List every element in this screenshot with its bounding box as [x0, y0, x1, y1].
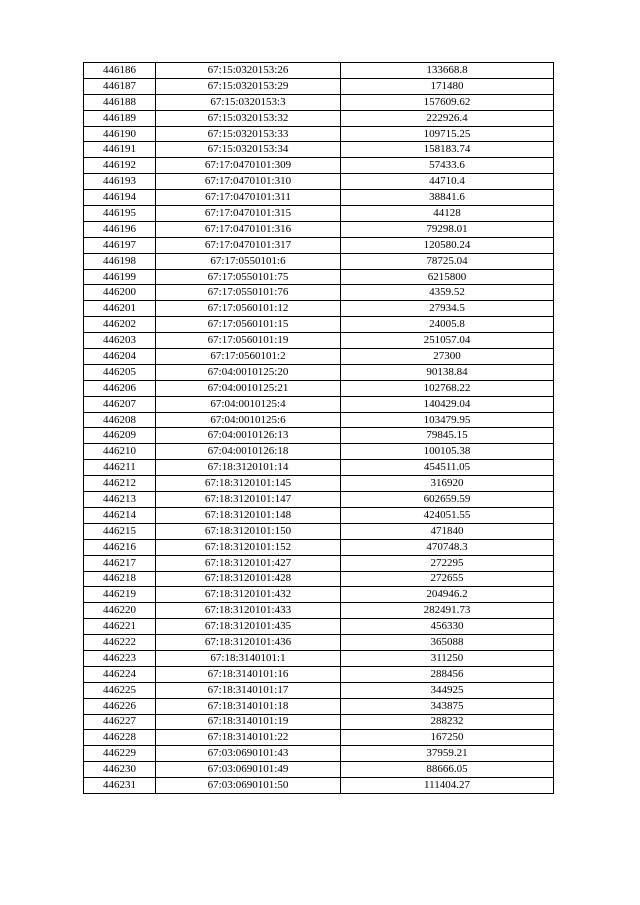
- row-number-cell: 446231: [84, 778, 156, 794]
- value-cell: 311250: [341, 650, 554, 666]
- table-row: [84, 63, 554, 79]
- table-row: [84, 142, 554, 158]
- table-row: [84, 78, 554, 94]
- value-cell: 78725.04: [341, 253, 554, 269]
- cadastral-number-cell: 67:04:0010125:4: [156, 396, 341, 412]
- cadastral-number-cell: 67:18:3120101:150: [156, 523, 341, 539]
- table-row: [84, 206, 554, 222]
- cadastral-number-cell: 67:18:3120101:14: [156, 460, 341, 476]
- row-number-cell: 446218: [84, 571, 156, 587]
- row-number-cell: 446216: [84, 539, 156, 555]
- table-row: [84, 778, 554, 794]
- row-number-cell: 446215: [84, 523, 156, 539]
- value-cell: 37959.21: [341, 746, 554, 762]
- table-row: [84, 492, 554, 508]
- value-cell: 24005.8: [341, 317, 554, 333]
- row-number-cell: 446213: [84, 492, 156, 508]
- cadastral-number-cell: 67:15:0320153:33: [156, 126, 341, 142]
- table-row: [84, 523, 554, 539]
- cadastral-number-cell: 67:04:0010125:6: [156, 412, 341, 428]
- row-number-cell: 446219: [84, 587, 156, 603]
- table-row: [84, 317, 554, 333]
- value-cell: 343875: [341, 698, 554, 714]
- row-number-cell: 446217: [84, 555, 156, 571]
- value-cell: 57433.6: [341, 158, 554, 174]
- table-row: [84, 364, 554, 380]
- row-number-cell: 446195: [84, 206, 156, 222]
- row-number-cell: 446210: [84, 444, 156, 460]
- row-number-cell: 446196: [84, 221, 156, 237]
- row-number-cell: 446200: [84, 285, 156, 301]
- table-row: [84, 619, 554, 635]
- row-number-cell: 446224: [84, 666, 156, 682]
- table-row: [84, 285, 554, 301]
- cadastral-number-cell: 67:17:0560101:15: [156, 317, 341, 333]
- table-row: [84, 174, 554, 190]
- cadastral-number-cell: 67:17:0470101:317: [156, 237, 341, 253]
- cadastral-number-cell: 67:15:0320153:29: [156, 78, 341, 94]
- value-cell: 103479.95: [341, 412, 554, 428]
- table-row: [84, 507, 554, 523]
- cadastral-number-cell: 67:15:0320153:34: [156, 142, 341, 158]
- value-cell: 109715.25: [341, 126, 554, 142]
- cadastral-number-cell: 67:17:0470101:309: [156, 158, 341, 174]
- cadastral-number-cell: 67:18:3120101:432: [156, 587, 341, 603]
- value-cell: 167250: [341, 730, 554, 746]
- cadastral-number-cell: 67:15:0320153:26: [156, 63, 341, 79]
- table-row: [84, 412, 554, 428]
- table-row: [84, 746, 554, 762]
- value-cell: 365088: [341, 635, 554, 651]
- table-row: [84, 158, 554, 174]
- cadastral-number-cell: 67:18:3120101:147: [156, 492, 341, 508]
- row-number-cell: 446203: [84, 333, 156, 349]
- value-cell: 6215800: [341, 269, 554, 285]
- table-row: [84, 460, 554, 476]
- cadastral-number-cell: 67:04:0010125:20: [156, 364, 341, 380]
- table-row: [84, 635, 554, 651]
- cadastral-number-cell: 67:04:0010126:13: [156, 428, 341, 444]
- value-cell: 38841.6: [341, 190, 554, 206]
- row-number-cell: 446192: [84, 158, 156, 174]
- table-row: [84, 555, 554, 571]
- table-row: [84, 762, 554, 778]
- value-cell: 140429.04: [341, 396, 554, 412]
- row-number-cell: 446223: [84, 650, 156, 666]
- cadastral-number-cell: 67:17:0470101:315: [156, 206, 341, 222]
- row-number-cell: 446199: [84, 269, 156, 285]
- table-row: [84, 682, 554, 698]
- row-number-cell: 446191: [84, 142, 156, 158]
- value-cell: 272655: [341, 571, 554, 587]
- value-cell: 90138.84: [341, 364, 554, 380]
- value-cell: 470748.3: [341, 539, 554, 555]
- table-row: [84, 333, 554, 349]
- row-number-cell: 446230: [84, 762, 156, 778]
- table-row: [84, 650, 554, 666]
- row-number-cell: 446205: [84, 364, 156, 380]
- value-cell: 222926.4: [341, 110, 554, 126]
- row-number-cell: 446228: [84, 730, 156, 746]
- table-row: [84, 714, 554, 730]
- table-row: [84, 349, 554, 365]
- value-cell: 471840: [341, 523, 554, 539]
- row-number-cell: 446187: [84, 78, 156, 94]
- value-cell: 133668.8: [341, 63, 554, 79]
- row-number-cell: 446214: [84, 507, 156, 523]
- value-cell: 344925: [341, 682, 554, 698]
- row-number-cell: 446194: [84, 190, 156, 206]
- value-cell: 454511.05: [341, 460, 554, 476]
- table-row: [84, 253, 554, 269]
- table-row: [84, 94, 554, 110]
- row-number-cell: 446225: [84, 682, 156, 698]
- table-row: [84, 698, 554, 714]
- table-row: [84, 476, 554, 492]
- row-number-cell: 446211: [84, 460, 156, 476]
- row-number-cell: 446189: [84, 110, 156, 126]
- table-row: [84, 301, 554, 317]
- value-cell: 27300: [341, 349, 554, 365]
- value-cell: 204946.2: [341, 587, 554, 603]
- value-cell: 88666.05: [341, 762, 554, 778]
- row-number-cell: 446204: [84, 349, 156, 365]
- row-number-cell: 446227: [84, 714, 156, 730]
- cadastral-number-cell: 67:17:0470101:311: [156, 190, 341, 206]
- cadastral-number-cell: 67:18:3140101:22: [156, 730, 341, 746]
- row-number-cell: 446221: [84, 619, 156, 635]
- cadastral-number-cell: 67:03:0690101:50: [156, 778, 341, 794]
- value-cell: 251057.04: [341, 333, 554, 349]
- row-number-cell: 446190: [84, 126, 156, 142]
- value-cell: 4359.52: [341, 285, 554, 301]
- table-row: [84, 110, 554, 126]
- row-number-cell: 446186: [84, 63, 156, 79]
- row-number-cell: 446197: [84, 237, 156, 253]
- data-table: [83, 62, 554, 794]
- value-cell: 44128: [341, 206, 554, 222]
- cadastral-number-cell: 67:18:3120101:145: [156, 476, 341, 492]
- table-row: [84, 666, 554, 682]
- cadastral-number-cell: 67:17:0560101:12: [156, 301, 341, 317]
- row-number-cell: 446209: [84, 428, 156, 444]
- value-cell: 288456: [341, 666, 554, 682]
- table-row: [84, 444, 554, 460]
- cadastral-number-cell: 67:17:0550101:75: [156, 269, 341, 285]
- value-cell: 602659.59: [341, 492, 554, 508]
- table-row: [84, 237, 554, 253]
- value-cell: 100105.38: [341, 444, 554, 460]
- row-number-cell: 446229: [84, 746, 156, 762]
- value-cell: 44710.4: [341, 174, 554, 190]
- value-cell: 120580.24: [341, 237, 554, 253]
- table-row: [84, 221, 554, 237]
- table-row: [84, 730, 554, 746]
- row-number-cell: 446226: [84, 698, 156, 714]
- table-row: [84, 190, 554, 206]
- cadastral-number-cell: 67:18:3120101:427: [156, 555, 341, 571]
- value-cell: 158183.74: [341, 142, 554, 158]
- value-cell: 456330: [341, 619, 554, 635]
- value-cell: 157609.62: [341, 94, 554, 110]
- cadastral-number-cell: 67:17:0550101:6: [156, 253, 341, 269]
- table-row: [84, 539, 554, 555]
- cadastral-number-cell: 67:18:3120101:148: [156, 507, 341, 523]
- table-row: [84, 571, 554, 587]
- value-cell: 282491.73: [341, 603, 554, 619]
- row-number-cell: 446202: [84, 317, 156, 333]
- row-number-cell: 446212: [84, 476, 156, 492]
- value-cell: 171480: [341, 78, 554, 94]
- row-number-cell: 446222: [84, 635, 156, 651]
- table-body: [84, 63, 554, 794]
- value-cell: 27934.5: [341, 301, 554, 317]
- table-row: [84, 587, 554, 603]
- cadastral-number-cell: 67:18:3140101:16: [156, 666, 341, 682]
- table-row: [84, 428, 554, 444]
- cadastral-number-cell: 67:18:3120101:428: [156, 571, 341, 587]
- row-number-cell: 446206: [84, 380, 156, 396]
- cadastral-number-cell: 67:15:0320153:3: [156, 94, 341, 110]
- value-cell: 79298.01: [341, 221, 554, 237]
- table-row: [84, 603, 554, 619]
- cadastral-number-cell: 67:18:3120101:433: [156, 603, 341, 619]
- table-row: [84, 269, 554, 285]
- table-row: [84, 396, 554, 412]
- value-cell: 79845.15: [341, 428, 554, 444]
- row-number-cell: 446193: [84, 174, 156, 190]
- cadastral-number-cell: 67:17:0470101:310: [156, 174, 341, 190]
- row-number-cell: 446188: [84, 94, 156, 110]
- value-cell: 288232: [341, 714, 554, 730]
- row-number-cell: 446201: [84, 301, 156, 317]
- row-number-cell: 446208: [84, 412, 156, 428]
- value-cell: 272295: [341, 555, 554, 571]
- cadastral-number-cell: 67:18:3120101:435: [156, 619, 341, 635]
- row-number-cell: 446207: [84, 396, 156, 412]
- value-cell: 424051.55: [341, 507, 554, 523]
- cadastral-number-cell: 67:18:3140101:18: [156, 698, 341, 714]
- cadastral-number-cell: 67:17:0550101:76: [156, 285, 341, 301]
- value-cell: 111404.27: [341, 778, 554, 794]
- row-number-cell: 446220: [84, 603, 156, 619]
- cadastral-number-cell: 67:18:3140101:1: [156, 650, 341, 666]
- cadastral-number-cell: 67:17:0470101:316: [156, 221, 341, 237]
- cadastral-number-cell: 67:18:3120101:152: [156, 539, 341, 555]
- row-number-cell: 446198: [84, 253, 156, 269]
- cadastral-number-cell: 67:18:3140101:19: [156, 714, 341, 730]
- value-cell: 102768.22: [341, 380, 554, 396]
- cadastral-number-cell: 67:03:0690101:49: [156, 762, 341, 778]
- cadastral-number-cell: 67:15:0320153:32: [156, 110, 341, 126]
- value-cell: 316920: [341, 476, 554, 492]
- cadastral-number-cell: 67:03:0690101:43: [156, 746, 341, 762]
- table-row: [84, 126, 554, 142]
- cadastral-number-cell: 67:04:0010126:18: [156, 444, 341, 460]
- table-row: [84, 380, 554, 396]
- cadastral-number-cell: 67:04:0010125:21: [156, 380, 341, 396]
- cadastral-number-cell: 67:17:0560101:2: [156, 349, 341, 365]
- cadastral-number-cell: 67:18:3120101:436: [156, 635, 341, 651]
- cadastral-number-cell: 67:18:3140101:17: [156, 682, 341, 698]
- cadastral-number-cell: 67:17:0560101:19: [156, 333, 341, 349]
